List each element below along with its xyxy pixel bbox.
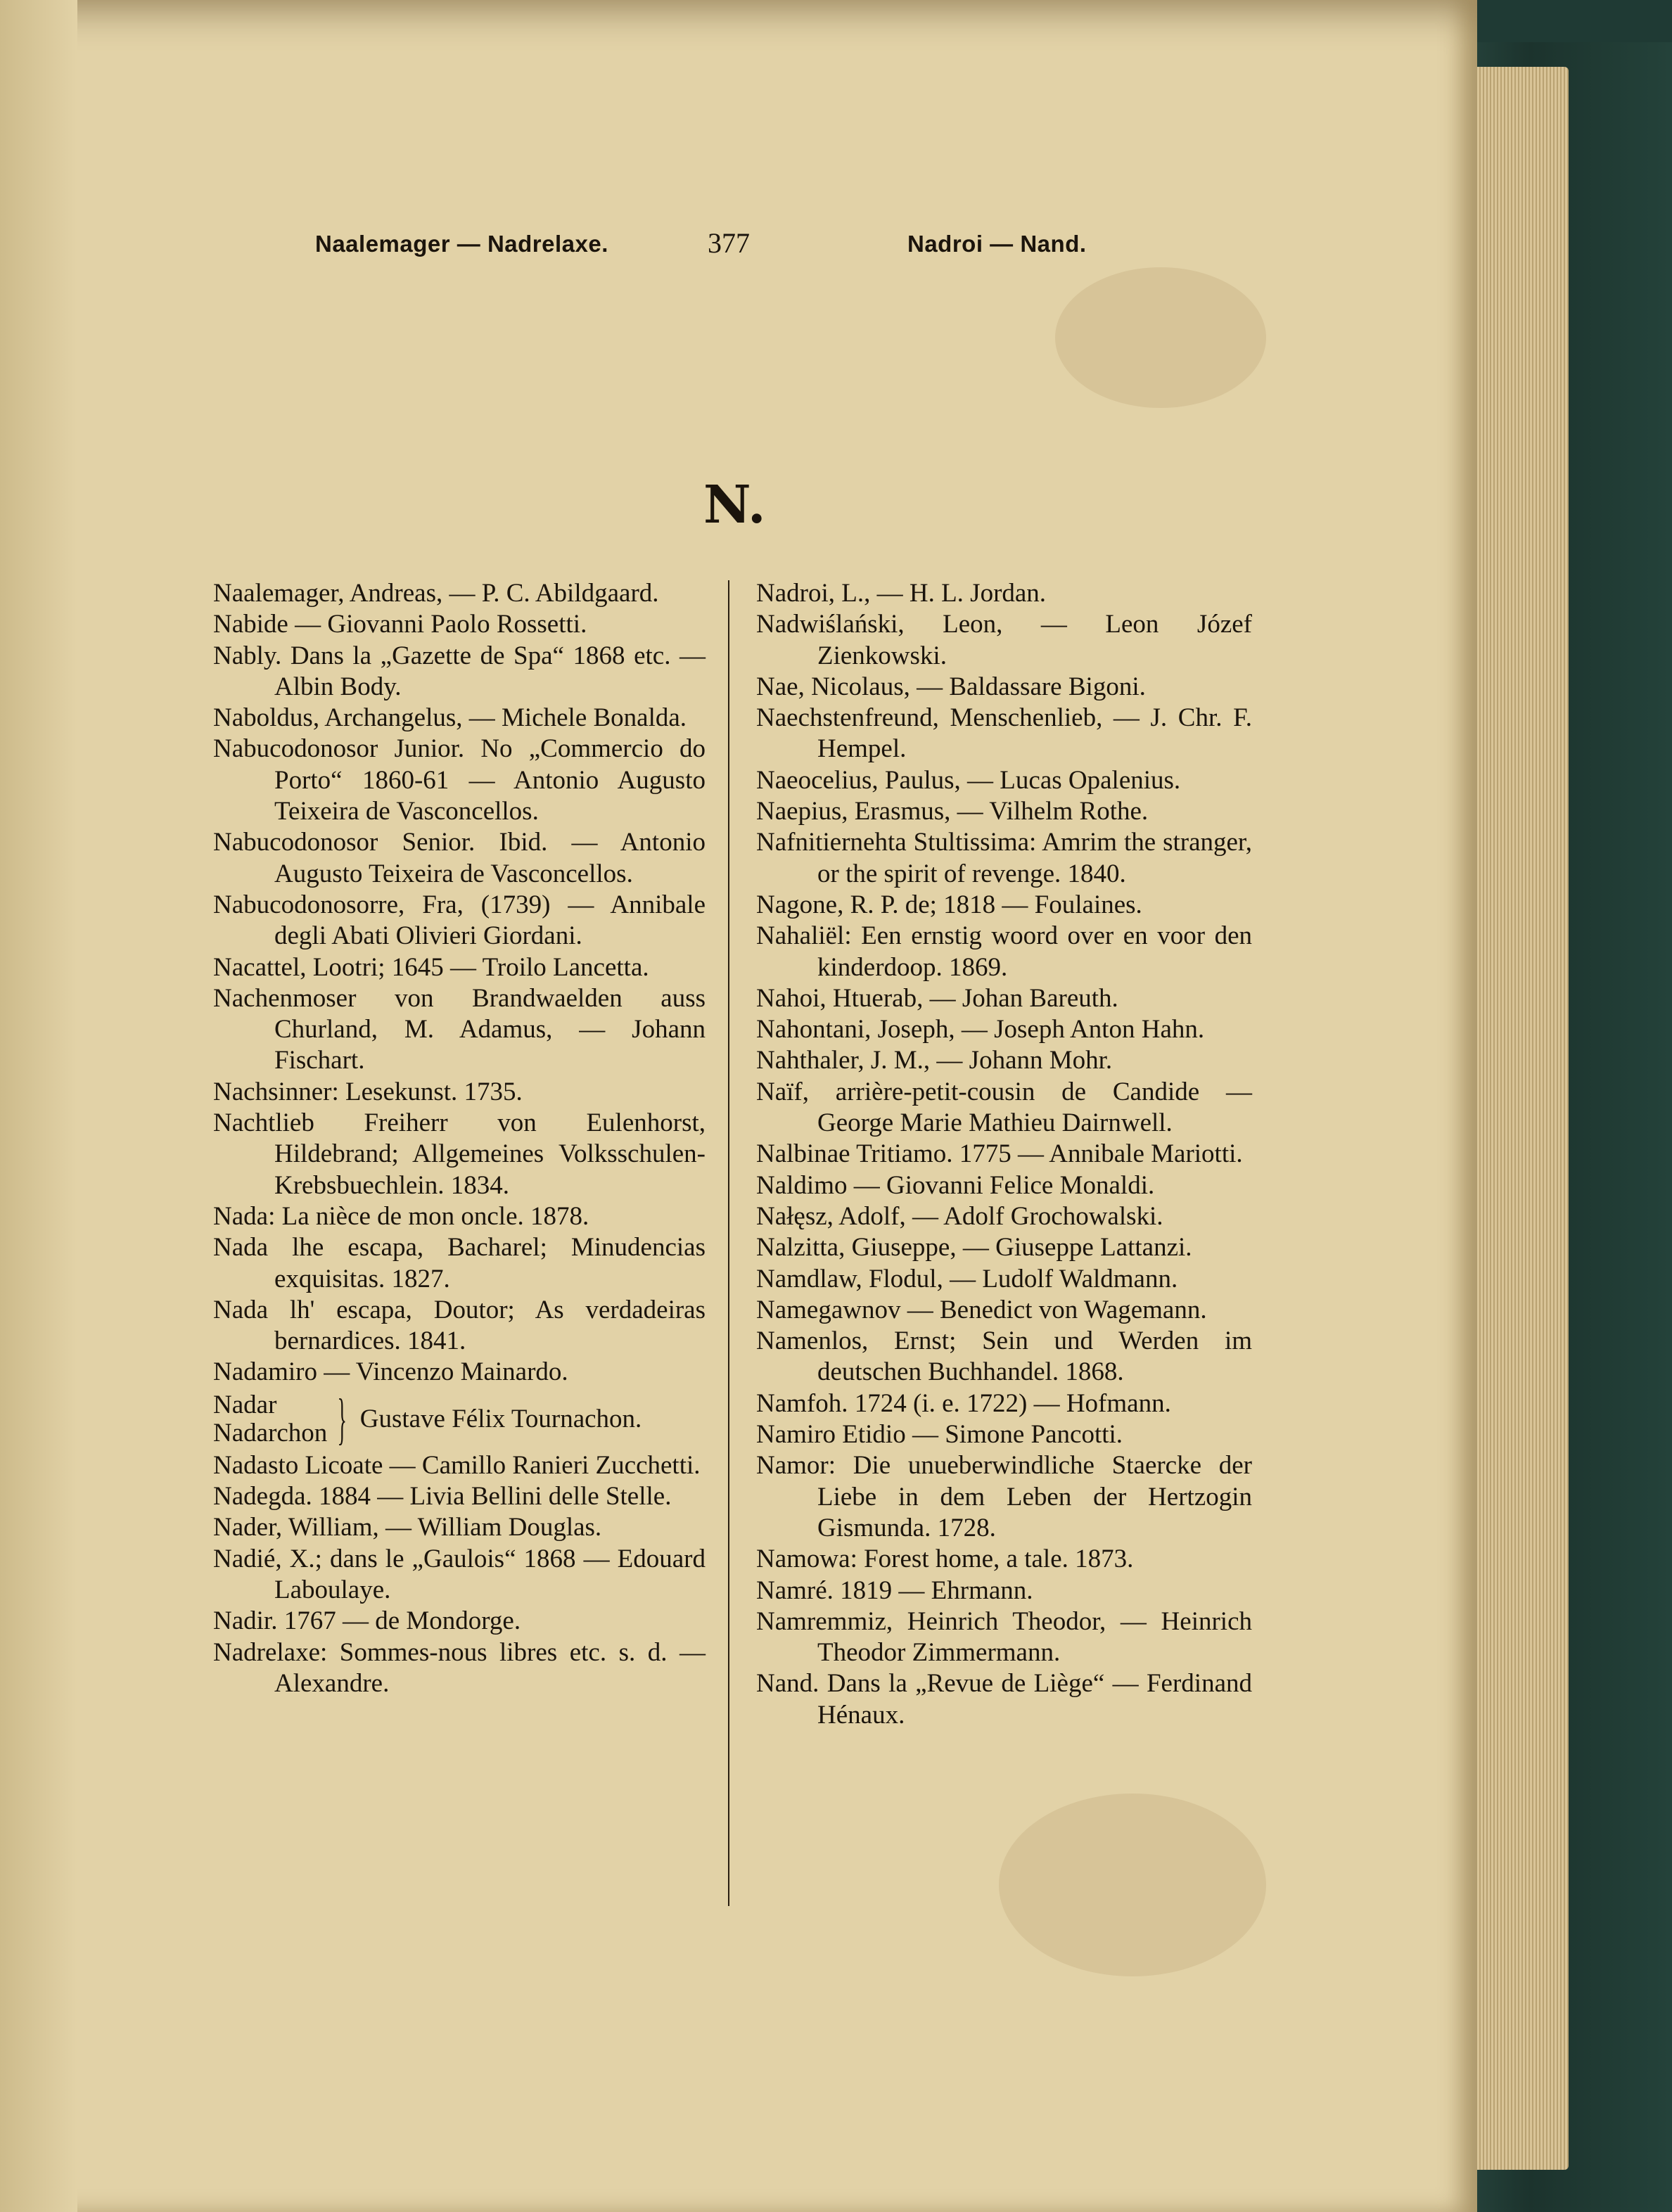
index-entry: Nadamiro — Vincenzo Mainardo. xyxy=(213,1357,568,1387)
index-entry: Nader, William, — William Douglas. xyxy=(213,1513,602,1542)
index-entry: Namenlos, Ernst; Sein und Werden im deutschen Buchhandel. 1868. xyxy=(756,1326,1252,1387)
left-column xyxy=(213,578,706,1699)
index-entry: Nabide — Giovanni Paolo Rossetti. xyxy=(213,610,587,639)
index-entry: Naechstenfreund, Menschenlieb, — J. Chr. F. Hempel. xyxy=(756,703,1252,764)
page-gutter xyxy=(0,0,77,2212)
index-entry: Nabucodonosor Junior. No „Commercio do Porto“ 1860-61 — Antonio Augusto Teixeira de Vasconcellos. xyxy=(213,734,706,826)
index-entry: Nagone, R. P. de; 1818 — Foulaines. xyxy=(756,890,1142,919)
index-entry: Namré. 1819 — Ehrmann. xyxy=(756,1575,1033,1605)
index-entry: Nafnitiernehta Stultissima: Amrim the stranger, or the spirit of revenge. 1840. xyxy=(756,828,1252,888)
index-entry: Naalemager, Andreas, — P. C. Abildgaard. xyxy=(213,579,659,608)
index-entry: Naepius, Erasmus, — Vilhelm Rothe. xyxy=(756,797,1149,826)
right-column xyxy=(756,578,1252,1731)
index-entry: Nahaliël: Een ernstig woord over en voor den kinderdoop. 1869. xyxy=(756,921,1252,982)
brace-entry xyxy=(213,1388,706,1450)
index-entry: Naboldus, Archangelus, — Michele Bonalda. xyxy=(213,703,687,733)
index-entry: Nand. Dans la „Revue de Liège“ — Ferdinand Hénaux. xyxy=(756,1669,1252,1730)
index-entry: Nachsinner: Lesekunst. 1735. xyxy=(213,1077,523,1106)
index-entry: Nachenmoser von Brandwaelden auss Churland, M. Adamus, — Johann Fischart. xyxy=(213,983,706,1075)
index-entry: Nadroi, L., — H. L. Jordan. xyxy=(756,579,1047,608)
index-entry: Naldimo — Giovanni Felice Monaldi. xyxy=(756,1170,1155,1200)
index-entry: Namowa: Forest home, a tale. 1873. xyxy=(756,1545,1134,1574)
index-entry: Nalzitta, Giuseppe, — Giuseppe Lattanzi. xyxy=(756,1233,1192,1262)
index-entry: Nahthaler, J. M., — Johann Mohr. xyxy=(756,1046,1113,1075)
index-entry: Nabucodonosorre, Fra, (1739) — Annibale degli Abati Olivieri Giordani. xyxy=(213,890,706,951)
index-entry: Namegawnov — Benedict von Wagemann. xyxy=(756,1295,1207,1324)
column-divider xyxy=(728,580,729,1906)
paper-stain xyxy=(1055,267,1266,408)
brace-name: Nadarchon xyxy=(213,1418,328,1447)
index-entry: Nacattel, Lootri; 1645 — Troilo Lancetta. xyxy=(213,952,649,982)
index-entry: Namfoh. 1724 (i. e. 1722) — Hofmann. xyxy=(756,1388,1171,1418)
brace-name: Nadar xyxy=(213,1390,277,1419)
index-entry: Nadwiślański, Leon, — Leon Józef Zienkowski. xyxy=(756,610,1252,670)
index-entry: Namor: Die unueberwindliche Staercke der Liebe in dem Leben der Hertzogin Gismunda. 1728. xyxy=(756,1451,1252,1542)
index-entry: Nadasto Licoate — Camillo Ranieri Zucchetti. xyxy=(213,1450,701,1480)
index-entry: Nachtlieb Freiherr von Eulenhorst, Hildebrand; Allgemeines Volksschulen-Krebsbuechlein. 1834. xyxy=(213,1108,706,1200)
entry-list xyxy=(756,578,1252,1731)
index-entry: Nadrelaxe: Sommes-nous libres etc. s. d. — Alexandre. xyxy=(213,1637,706,1698)
index-entry: Nahoi, Htuerab, — Johan Bareuth. xyxy=(756,983,1118,1013)
index-entry: Namdlaw, Flodul, — Ludolf Waldmann. xyxy=(756,1264,1178,1293)
index-entry: Naïf, arrière-petit-cousin de Candide — George Marie Mathieu Dairnwell. xyxy=(756,1077,1252,1138)
index-entry: Nadegda. 1884 — Livia Bellini delle Stelle. xyxy=(213,1482,672,1511)
index-entry: Nae, Nicolaus, — Baldassare Bigoni. xyxy=(756,672,1146,701)
section-letter: N. xyxy=(703,475,766,535)
index-entry: Nada lhe escapa, Bacharel; Minudencias exquisitas. 1827. xyxy=(213,1233,706,1293)
running-head-left: Naalemager — Nadrelaxe. xyxy=(315,231,608,257)
index-entry: Nadir. 1767 — de Mondorge. xyxy=(213,1606,521,1636)
entry-list xyxy=(213,578,706,1388)
index-entry: Namremmiz, Heinrich Theodor, — Heinrich Theodor Zimmermann. xyxy=(756,1606,1252,1668)
index-entry: Nahontani, Joseph, — Joseph Anton Hahn. xyxy=(756,1015,1205,1044)
paper-stain xyxy=(999,1794,1266,1976)
page-number: 377 xyxy=(708,227,750,259)
index-entry: Nada lh' escapa, Doutor; As verdadeiras bernardices. 1841. xyxy=(213,1295,706,1356)
index-entry: Naeocelius, Paulus, — Lucas Opalenius. xyxy=(756,765,1181,795)
brace-symbol: } xyxy=(337,1388,347,1450)
index-entry: Nałęsz, Adolf, — Adolf Grochowalski. xyxy=(756,1201,1163,1231)
running-head-right: Nadroi — Nand. xyxy=(907,231,1087,257)
brace-names xyxy=(213,1391,327,1447)
index-entry: Nadié, X.; dans le „Gaulois“ 1868 — Edouard Laboulaye. xyxy=(213,1544,706,1604)
entry-list xyxy=(213,1450,706,1699)
index-entry: Nabucodonosor Senior. Ibid. — Antonio Augusto Teixeira de Vasconcellos. xyxy=(213,828,706,888)
index-entry: Nada: La nièce de mon oncle. 1878. xyxy=(213,1201,589,1231)
brace-target: Gustave Félix Tournachon. xyxy=(359,1404,642,1433)
index-entry: Namiro Etidio — Simone Pancotti. xyxy=(756,1420,1123,1450)
index-entry: Nalbinae Tritiamo. 1775 — Annibale Mariotti. xyxy=(756,1139,1243,1169)
index-entry: Nably. Dans la „Gazette de Spa“ 1868 etc. — Albin Body. xyxy=(213,641,706,701)
